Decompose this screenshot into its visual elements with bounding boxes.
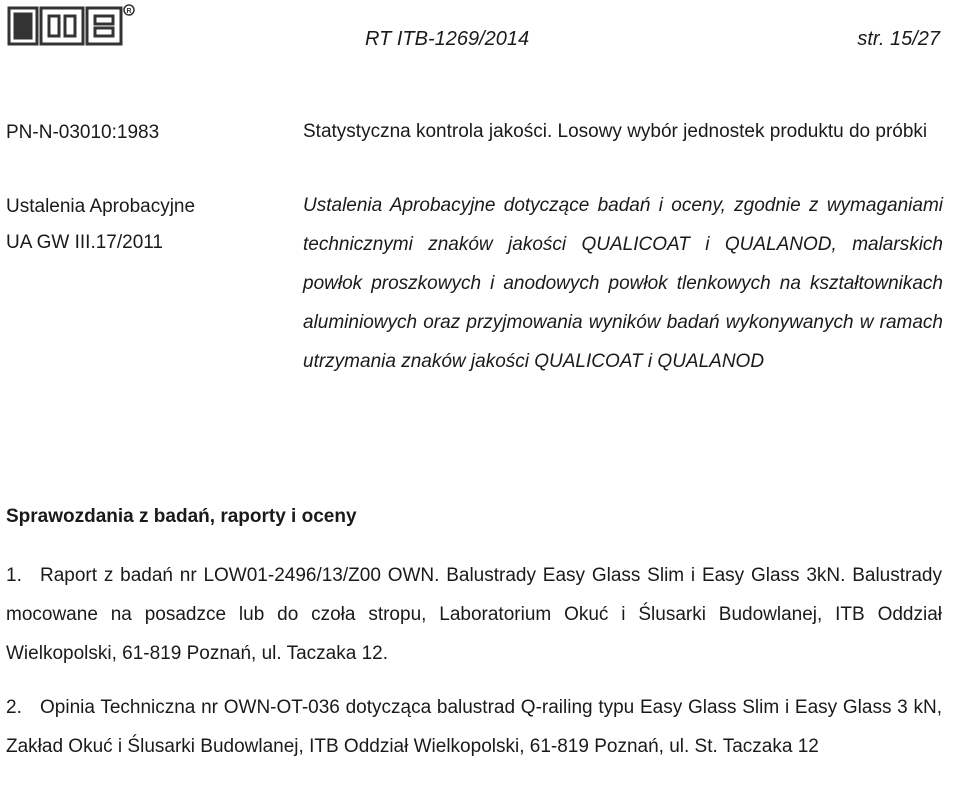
reference-description: Ustalenia Aprobacyjne dotyczące badań i oceny, zgodnie z wymaganiami technicznymi znaków jakości QUALICOAT i QUALANOD, malarskich powłok proszkowych i anodowych powłok tlenkowych na kształtownikach aluminiowych oraz przyjmowania wyników badań wykonywanych w ramach utrzymania znaków jakości QUALICOAT i QUALANOD bbox=[303, 195, 943, 372]
document-id: RT ITB-1269/2014 bbox=[365, 28, 530, 50]
list-item-text: Raport z badań nr LOW01-2496/13/Z00 OWN. Balustrady Easy Glass Slim i Easy Glass 3kN. Balustrady mocowane na posadzce lub do czoła stropu, Laboratorium Okuć i Ślusarki Budowlanej, ITB Oddział Wielkopolski, 61-819 Poznań, ul. Taczaka 12. bbox=[6, 565, 942, 664]
page-number: str. 15/27 bbox=[857, 28, 940, 50]
reference-label: Ustalenia Aprobacyjne bbox=[6, 196, 196, 217]
list-item-number: 1. bbox=[6, 565, 22, 586]
list-item bbox=[6, 688, 942, 766]
itb-logo bbox=[5, 2, 135, 50]
reference-label: PN-N-03010:1983 bbox=[6, 122, 160, 143]
list-item-text: Opinia Techniczna nr OWN-OT-036 dotycząca balustrad Q-railing typu Easy Glass Slim i Easy Glass 3 kN, Zakład Okuć i Ślusarki Budowlanej, ITB Oddział Wielkopolski, 61-819 Poznań, ul. St. Taczaka 12 bbox=[6, 697, 942, 757]
section-title: Sprawozdania z badań, raporty i oceny bbox=[6, 506, 357, 527]
svg-text:R: R bbox=[126, 8, 132, 15]
list-item-number: 2. bbox=[6, 697, 22, 718]
report-list bbox=[6, 556, 942, 673]
reference-description: Statystyczna kontrola jakości. Losowy wybór jednostek produktu do próbki bbox=[303, 121, 928, 142]
list-item bbox=[6, 556, 942, 673]
report-list bbox=[6, 688, 942, 766]
reference-label-code: UA GW III.17/2011 bbox=[6, 232, 164, 253]
